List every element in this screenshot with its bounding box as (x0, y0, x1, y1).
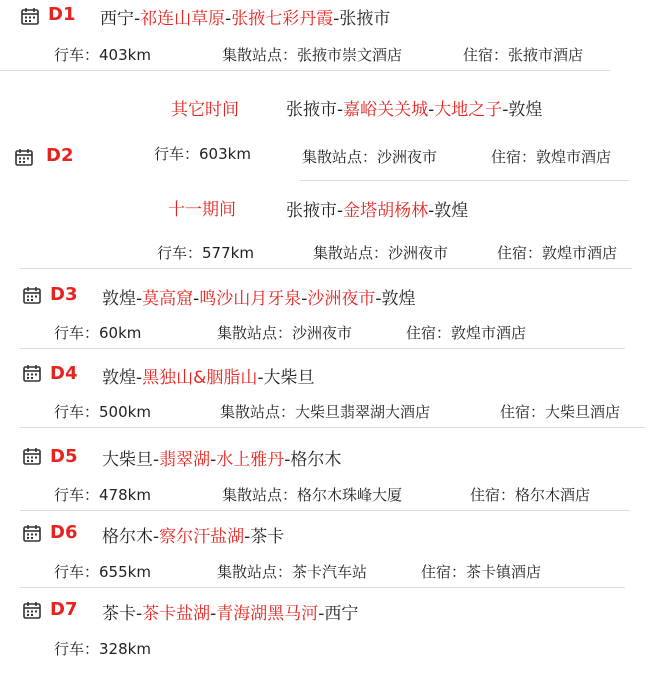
assembly-point-text: 集散站点：张掖市崇文酒店 (222, 46, 403, 64)
assembly-point-text: 集散站点：格尔木珠峰大厦 (222, 486, 403, 504)
accommodation-text: 住宿：大柴旦酒店 (500, 403, 621, 421)
divider (20, 348, 625, 349)
distance-text: 行车：500km (54, 403, 151, 421)
day-route: 敦煌-莫高窟-鸣沙山月牙泉-沙洲夜市-敦煌 (102, 289, 416, 309)
day-label: D3 (50, 284, 78, 305)
calendar-icon (22, 600, 42, 620)
accommodation-text: 住宿：敦煌市酒店 (406, 324, 527, 342)
divider (300, 180, 630, 181)
assembly-point-text: 集散站点：茶卡汽车站 (217, 563, 368, 581)
day-route: 格尔木-察尔汗盐湖-茶卡 (102, 527, 285, 547)
calendar-icon (14, 147, 34, 167)
calendar-icon (22, 363, 42, 383)
day-route: 张掖市-金塔胡杨林-敦煌 (286, 201, 469, 221)
calendar-icon (20, 6, 40, 26)
divider (20, 587, 625, 588)
calendar-icon (22, 446, 42, 466)
distance-text: 行车：403km (54, 46, 151, 64)
calendar-icon (22, 285, 42, 305)
distance-text: 行车：60km (54, 324, 142, 342)
assembly-point-text: 集散站点：大柴旦翡翠湖大酒店 (220, 403, 431, 421)
period-label: 十一期间 (168, 200, 236, 220)
day-label: D2 (46, 145, 74, 166)
distance-text: 行车：478km (54, 486, 151, 504)
accommodation-text: 住宿：茶卡镇酒店 (421, 563, 542, 581)
assembly-point-text: 集散站点：沙洲夜市 (217, 324, 353, 342)
day-route: 张掖市-嘉峪关关城-大地之子-敦煌 (286, 100, 543, 120)
day-label: D5 (50, 446, 78, 467)
period-label: 其它时间 (171, 100, 239, 120)
day-route: 敦煌-黑独山&胭脂山-大柴旦 (102, 368, 315, 388)
day-label: D6 (50, 522, 78, 543)
accommodation-text: 住宿：敦煌市酒店 (497, 244, 618, 262)
distance-text: 行车：603km (154, 145, 251, 163)
divider (20, 268, 632, 269)
day-label: D1 (48, 4, 76, 25)
divider (20, 427, 645, 428)
divider (0, 70, 610, 71)
accommodation-text: 住宿：张掖市酒店 (463, 46, 584, 64)
distance-text: 行车：328km (54, 640, 151, 658)
day-route: 大柴旦-翡翠湖-水上雅丹-格尔木 (102, 450, 342, 470)
accommodation-text: 住宿：敦煌市酒店 (491, 148, 612, 166)
day-route: 茶卡-茶卡盐湖-青海湖黑马河-西宁 (102, 604, 359, 624)
calendar-icon (22, 523, 42, 543)
distance-text: 行车：577km (157, 244, 254, 262)
accommodation-text: 住宿：格尔木酒店 (470, 486, 591, 504)
divider (20, 510, 630, 511)
assembly-point-text: 集散站点：沙洲夜市 (313, 244, 449, 262)
day-route: 西宁-祁连山草原-张掖七彩丹霞-张掖市 (100, 9, 391, 29)
day-label: D7 (50, 599, 78, 620)
day-label: D4 (50, 363, 78, 384)
distance-text: 行车：655km (54, 563, 151, 581)
assembly-point-text: 集散站点：沙洲夜市 (302, 148, 438, 166)
